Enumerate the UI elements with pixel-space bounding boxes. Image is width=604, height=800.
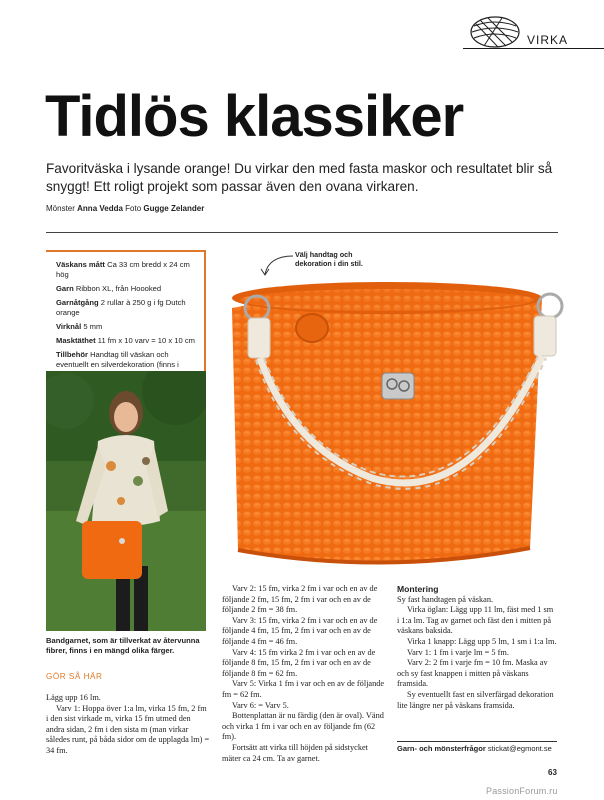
fact-row: Garnåtgång 2 rullar à 250 g i fg Dutch orange	[56, 298, 186, 317]
bag-photo	[212, 258, 572, 580]
bag-note: Välj handtag och dekoration i din stil.	[295, 250, 363, 268]
article-lead: Favoritväska i lysande orange! Du virkar den med fasta maskor och resultatet blir så snyggt! Ett roligt projekt som passar även den ovana virkaren.	[46, 161, 553, 194]
instruction-paragraph: Varv 6: = Varv 5.	[232, 700, 289, 710]
instructions-heading: GÖR SÅ HÄR	[46, 672, 103, 681]
instruction-paragraph: Varv 2: 15 fm, virka 2 fm i var och en av de följande 2 fm, 15 fm, 2 fm i var och en av de följande 2 fm = 38 fm.	[222, 584, 378, 615]
assembly-heading: Montering	[397, 584, 439, 594]
instruction-paragraph: Varv 1: Hoppa över 1:a lm, virka 15 fm, 2 fm i den sist virkade m, virka 15 fm utmed den andra sidan, 2 fm i den sista m (man virkar således runt, på båda sidor om de upplagda lm) = 34 fm.	[46, 703, 210, 755]
instruction-paragraph: Bottenplattan är nu färdig (den är oval). Vänd och virka 1 fm i var och en av följande fm (62 fm).	[222, 711, 384, 742]
header-rule	[463, 48, 604, 49]
contact-line	[397, 741, 557, 753]
instruction-paragraph: Varv 2: 2 fm i varje fm = 10 fm. Maska av och sy fast knappen i mitten på väskans framsida.	[397, 658, 548, 689]
instruction-paragraph: Varv 1: 1 fm i varje lm = 5 fm.	[407, 647, 509, 657]
photo-caption: Bandgarnet, som är tillverkat av återvunna fibrer, finns i en mängd olika färger.	[46, 636, 200, 655]
pattern-label: Mönster	[46, 204, 75, 213]
fact-row: Garn Ribbon XL, från Hoooked	[56, 284, 162, 293]
fact-row: Masktäthet 11 fm x 10 varv = 10 x 10 cm	[56, 336, 195, 345]
watermark: PassionForum.ru	[486, 786, 558, 796]
instruction-paragraph: Lägg upp 16 lm.	[46, 693, 101, 702]
model-photo	[46, 371, 206, 631]
instruction-paragraph: Sy fast handtagen på väskan.	[397, 594, 494, 604]
instruction-paragraph: Varv 4: 15 fm virka 2 fm i var och en av de följande 8 fm, 15 fm, 2 fm i var och en av de följande 8 fm = 62 fm.	[222, 647, 376, 678]
instructions-column-2	[222, 584, 388, 764]
instruction-paragraph: Fortsätt att virka till höjden på sidstycket mäter ca 24 cm. Ta av garnet.	[222, 742, 368, 763]
pattern-author: Anna Vedda	[77, 204, 123, 213]
section-label: VIRKA	[527, 33, 569, 47]
photographer: Gugge Zelander	[143, 204, 205, 213]
instruction-paragraph: Virka 1 knapp: Lägg upp 5 lm, 1 sm i 1:a lm.	[407, 636, 557, 646]
contact-label: Garn- och mönsterfrågor	[397, 744, 486, 753]
fact-row: Virknål 5 mm	[56, 322, 103, 331]
instructions-column-1	[46, 693, 211, 757]
article-title: Tidlös klassiker	[45, 84, 464, 149]
fact-row: Tillbehör Handtag till väskan och eventuellt en silverdekoration (finns i	[56, 350, 179, 369]
yarn-ball-icon	[466, 14, 524, 50]
materials-box	[46, 250, 206, 384]
instruction-paragraph: Varv 3: 15 fm, virka 2 fm i var och en av de följande 4 fm, 15 fm, 2 fm i var och en av de följande 4 fm = 46 fm.	[222, 615, 378, 646]
credits	[46, 204, 204, 213]
page-number: 63	[548, 768, 557, 777]
instructions-column-3	[397, 584, 557, 711]
contact-email: stickat@egmont.se	[487, 744, 552, 753]
photo-label: Foto	[125, 204, 142, 213]
instruction-paragraph: Sy eventuellt fast en silverfärgad dekoration lite längre ner på väskans framsida.	[397, 689, 554, 710]
section-divider	[46, 232, 558, 233]
fact-row: Väskans mått Ca 33 cm bredd x 24 cm hög	[56, 260, 190, 279]
instruction-paragraph: Virka öglan: Lägg upp 11 lm, fäst med 1 sm i 1:a lm. Tag av garnet och fäst den i mitten på väskans baksida.	[397, 605, 554, 636]
instruction-paragraph: Varv 5: Virka 1 fm i var och en av de följande fm = 62 fm.	[222, 679, 385, 699]
